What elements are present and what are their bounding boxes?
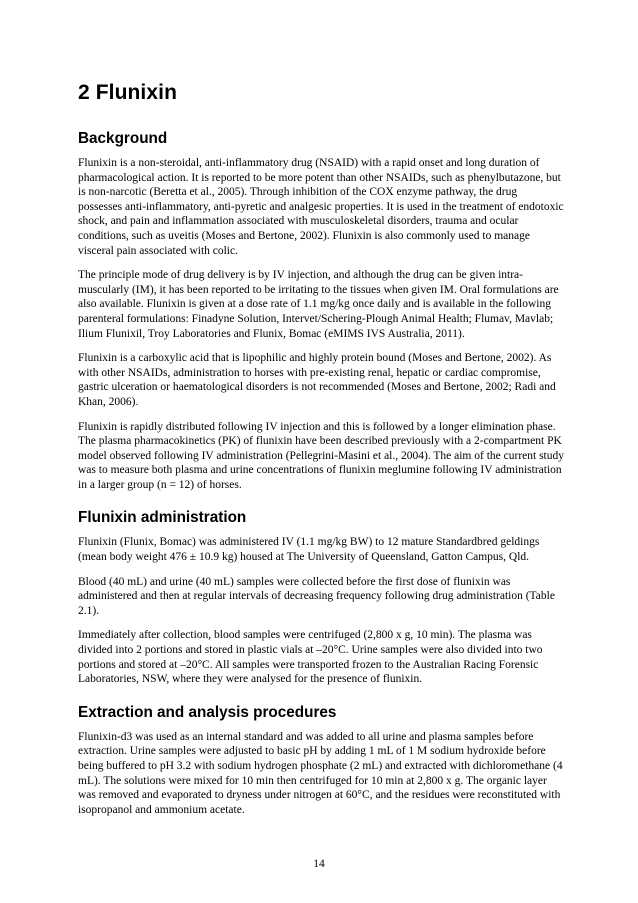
paragraph: Flunixin is a carboxylic acid that is lipophilic and highly protein bound (Moses and Bertone, 2002). As with other NSAIDs, administration to horses with pre-existing renal, hepatic or cardiac compromise, gastric ulceration or haematological disorders is not recommended (Moses and Bertone, 2002; Radi and Khan, 2006). [78,352,556,408]
paragraph: Blood (40 mL) and urine (40 mL) samples were collected before the first dose of flunixin was administered and then at regular intervals of decreasing frequency following drug administration (Table 2.1). [78,575,555,617]
paragraph: Flunixin is a non-steroidal, anti-inflammatory drug (NSAID) with a rapid onset and long duration of pharmacological action. It is reported to be more potent than other NSAIDs, such as phenylbutazone, but is non-narcotic (Beretta et al., 2005). Through inhibition of the COX enzyme pathway, the drug possesses anti-inflammatory, anti-pyretic and analgesic properties. It is used in the treatment of endotoxic shock, and pain and inflammation associated with musculoskeletal disorders, trauma and ocular conditions, such as uveitis (Moses and Bertone, 2002). Flunixin is also commonly used to manage visceral pain associated with colic. [78,157,564,257]
page-content [78,80,564,827]
chapter-title: 2 Flunixin [78,81,178,104]
paragraph: Flunixin-d3 was used as an internal standard and was added to all urine and plasma samples before extraction. Urine samples were adjusted to basic pH by adding 1 mL of 1 M sodium hydroxide before being buffered to pH 3.2 with sodium hydrogen phosphate (2 mL) and extracted with dichloromethane (4 mL). The solutions were mixed for 10 min then centrifuged for 10 min at 2,800 x g. The organic layer was removed and evaporated to dryness under nitrogen at 60°C, and the residues were reconstituted with isopropanol and ammonium acetate. [78,730,563,816]
paragraph: Flunixin (Flunix, Bomac) was administered IV (1.1 mg/kg BW) to 12 mature Standardbred geldings (mean body weight 476 ± 10.9 kg) housed at The University of Queensland, Gatton Campus, Qld. [78,536,540,564]
section-heading: Background [78,130,168,147]
paragraph: Immediately after collection, blood samples were centrifuged (2,800 x g, 10 min). The plasma was divided into 2 portions and stored in plastic vials at –20°C. Urine samples were also divided into two portions and stored at –20°C. All samples were transported frozen to the Australian Racing Forensic Laboratories, NSW, where they were analysed for the presence of flunixin. [78,629,543,686]
paragraph: The principle mode of drug delivery is by IV injection, and although the drug can be given intra-muscularly (IM), it has been reported to be irritating to the tissues when given IM. Oral formulations are also available. Flunixin is given at a dose rate of 1.1 mg/kg once daily and is available in the following parenteral formulations: Finadyne Solution, Intervet/Schering-Plough Animal Health; Flumav, Mavlab; Ilium Flunixil, Troy Laboratories and Flunix, Bomac (eMIMS IVS Australia, 2011). [78,269,559,340]
section-flunixin-administration [78,508,564,686]
section-heading: Flunixin administration [78,509,247,527]
section-heading: Extraction and analysis procedures [78,703,337,721]
section-background [78,129,564,492]
page-number: 14 [313,858,325,870]
paragraph: Flunixin is rapidly distributed following IV injection and this is followed by a longer elimination phase. The plasma pharmacokinetics (PK) of flunixin have been described previously with a 2-compartment PK model observed following IV administration (Pellegrini-Masini et al., 2004). The aim of the current study was to measure both plasma and urine concentrations of flunixin meglumine following IV administration in a larger group (n = 12) of horses. [78,420,564,491]
section-extraction-analysis [78,703,564,818]
